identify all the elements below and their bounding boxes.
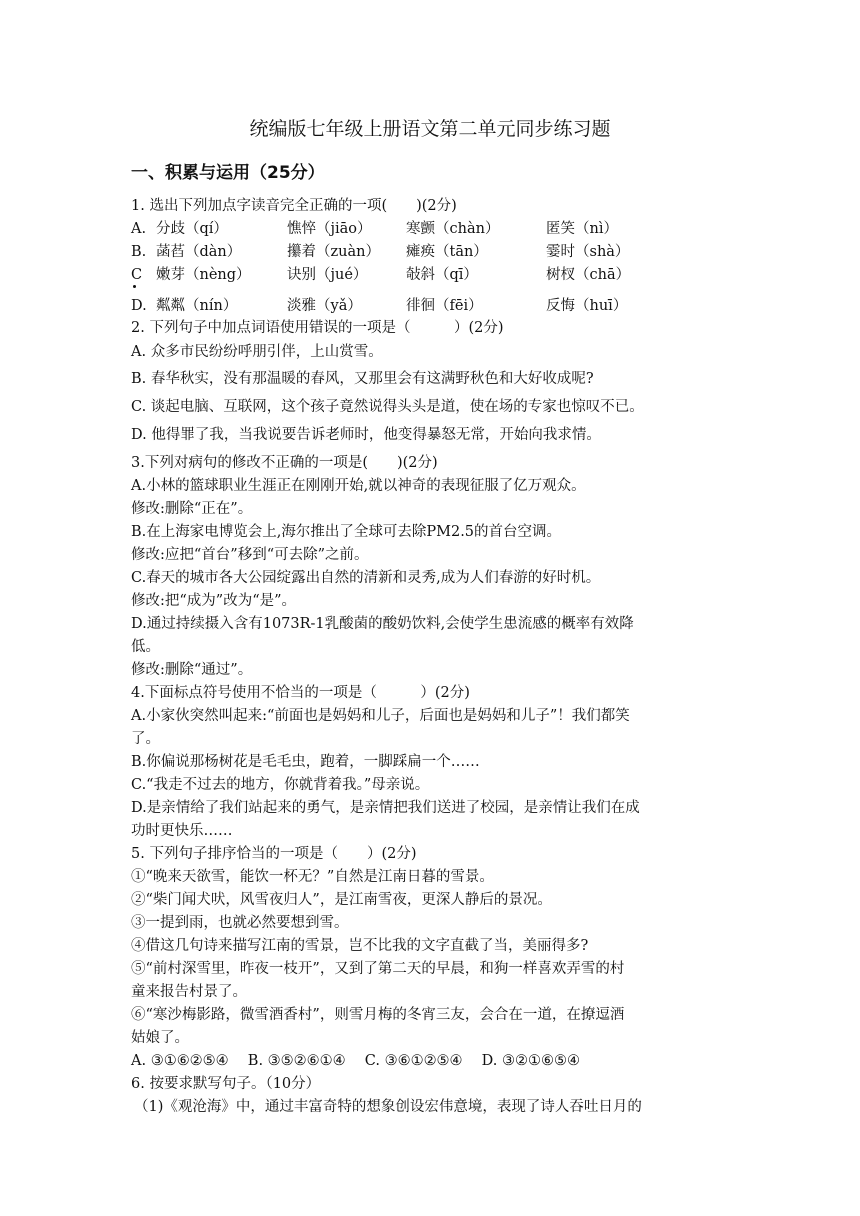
q1-option-c-item: 敧斜（qī） — [406, 267, 478, 283]
q1-option-a-item: 憔悴（jiāo） — [287, 221, 372, 237]
q3-option-b: B.在上海家电博览会上,海尔推出了全球可去除PM2.5的首台空调。 — [131, 524, 562, 540]
q2-option-c: C. 谈起电脑、互联网，这个孩子竟然说得头头是道，使在场的专家也惊叹不已。 — [131, 399, 644, 415]
q1-option-b-item: 霎时（shà） — [546, 244, 630, 260]
question-6-stem: 6. 按要求默写句子。（10分） — [131, 1076, 321, 1092]
q5-sentence-6: ⑥“寒沙梅影路，微雪酒香村”，则雪月梅的冬宵三友，会合在一道，在撩逗酒 — [131, 1007, 625, 1023]
q5-sentence-6-cont: 姑娘了。 — [131, 1030, 189, 1046]
q1-option-b-item: 菡萏（dàn） — [156, 244, 242, 260]
q4-option-d-cont: 功时更快乐…… — [131, 823, 233, 839]
q1-option-d-item: 徘徊（fēi） — [406, 298, 483, 314]
q3-option-c: C.春天的城市各大公园绽露出自然的清新和灵秀,成为人们春游的好时机。 — [131, 570, 601, 586]
q5-sentence-2: ②“柴门闻犬吠，风雪夜归人”，是江南雪夜，更深人静后的景况。 — [131, 892, 552, 908]
q3-option-d-fix: 修改:删除“通过”。 — [131, 662, 253, 678]
q1-option-d-letter: D. — [131, 298, 147, 314]
question-4-stem: 4.下面标点符号使用不恰当的一项是（ ）(2分) — [131, 685, 470, 701]
q1-option-a-letter: A. — [131, 221, 147, 237]
q1-option-c-item: 树杈（chā） — [546, 267, 631, 283]
q4-option-b: B.你偏说那杨树花是毛毛虫，跑着，一脚踩扁一个…… — [131, 754, 480, 770]
q5-sentence-5-cont: 童来报告村景了。 — [131, 984, 247, 1000]
q4-option-c: C.“我走不过去的地方，你就背着我。”母亲说。 — [131, 777, 430, 793]
q5-sentence-1: ①“晚来天欲雪，能饮一杯无？”自然是江南日暮的雪景。 — [131, 869, 494, 885]
question-1-stem: 1. 选出下列加点字读音完全正确的一项( )(2分) — [131, 198, 457, 214]
q1-option-a-item: 分歧（qí） — [156, 221, 228, 237]
q4-option-d: D.是亲情给了我们站起来的勇气，是亲情把我们送进了校园，是亲情让我们在成 — [131, 800, 640, 816]
q1-option-b-letter: B. — [131, 244, 147, 260]
q5-sentence-3: ③一提到雨，也就必然要想到雪。 — [131, 915, 349, 931]
q2-option-d: D. 他得罪了我，当我说要告诉老师时，他变得暴怒无常，开始向我求情。 — [131, 427, 601, 443]
q1-option-d-item: 淡雅（yǎ） — [287, 298, 362, 314]
q3-option-a-fix: 修改:删除“正在”。 — [131, 501, 253, 517]
q3-option-b-fix: 修改:应把“首台”移到“可去除”之前。 — [131, 547, 369, 563]
q1-option-a-item: 匿笑（nì） — [546, 221, 618, 237]
q5-sentence-4: ④借这几句诗来描写江南的雪景，岂不比我的文字直截了当，美丽得多? — [131, 938, 589, 954]
q3-option-c-fix: 修改:把“成为”改为“是”。 — [131, 593, 297, 609]
q3-option-a: A.小林的篮球职业生涯正在刚刚开始,就以神奇的表现征服了亿万观众。 — [131, 478, 586, 494]
q5-answer-options: A. ③①⑥②⑤④ B. ③⑤②⑥①④ C. ③⑥①②⑤④ D. ③②①⑥⑤④ — [131, 1053, 580, 1069]
q2-option-b: B. 春华秋实，没有那温暖的春风，又那里会有这满野秋色和大好收成呢? — [131, 371, 594, 387]
q1-option-c-item: 诀别（jué） — [287, 267, 368, 283]
q1-option-d-item: 反悔（huī） — [546, 298, 628, 314]
emphasis-dot — [133, 285, 136, 288]
q4-option-a: A.小家伙突然叫起来:“前面也是妈妈和儿子，后面也是妈妈和儿子”！我们都笑 — [131, 708, 630, 724]
q6-part-1: （1)《观沧海》中，通过丰富奇特的想象创设宏伟意境，表现了诗人吞吐日月的 — [134, 1099, 642, 1115]
q1-option-d-item: 粼粼（nín） — [156, 298, 238, 314]
q4-option-a-cont: 了。 — [131, 731, 160, 747]
question-2-stem: 2. 下列句子中加点词语使用错误的一项是（ ）(2分) — [131, 320, 504, 336]
q1-option-c-item: 嫩芽（nèng） — [156, 267, 251, 283]
q1-option-c-letter: C — [131, 267, 143, 283]
question-5-stem: 5. 下列句子排序恰当的一项是（ ）(2分) — [131, 846, 417, 862]
q5-sentence-5: ⑤“前村深雪里，昨夜一枝开”，又到了第二天的早晨，和狗一样喜欢弄雪的村 — [131, 961, 625, 977]
section-heading: 一、积累与运用（25分） — [131, 163, 325, 183]
q3-option-d: D.通过持续摄入含有1073R-1乳酸菌的酸奶饮料,会使学生患流感的概率有效降 — [131, 616, 634, 632]
question-3-stem: 3.下列对病句的修改不正确的一项是( )(2分) — [131, 455, 438, 471]
q2-option-a: A. 众多市民纷纷呼朋引伴，上山赏雪。 — [131, 344, 383, 360]
q1-option-a-item: 寒颤（chàn） — [406, 221, 500, 237]
page-title: 统编版七年级上册语文第二单元同步练习题 — [249, 118, 611, 140]
q1-option-b-item: 瘫痪（tān） — [406, 244, 488, 260]
q1-option-b-item: 攥着（zuàn） — [287, 244, 380, 260]
q3-option-d-cont: 低。 — [131, 639, 160, 655]
